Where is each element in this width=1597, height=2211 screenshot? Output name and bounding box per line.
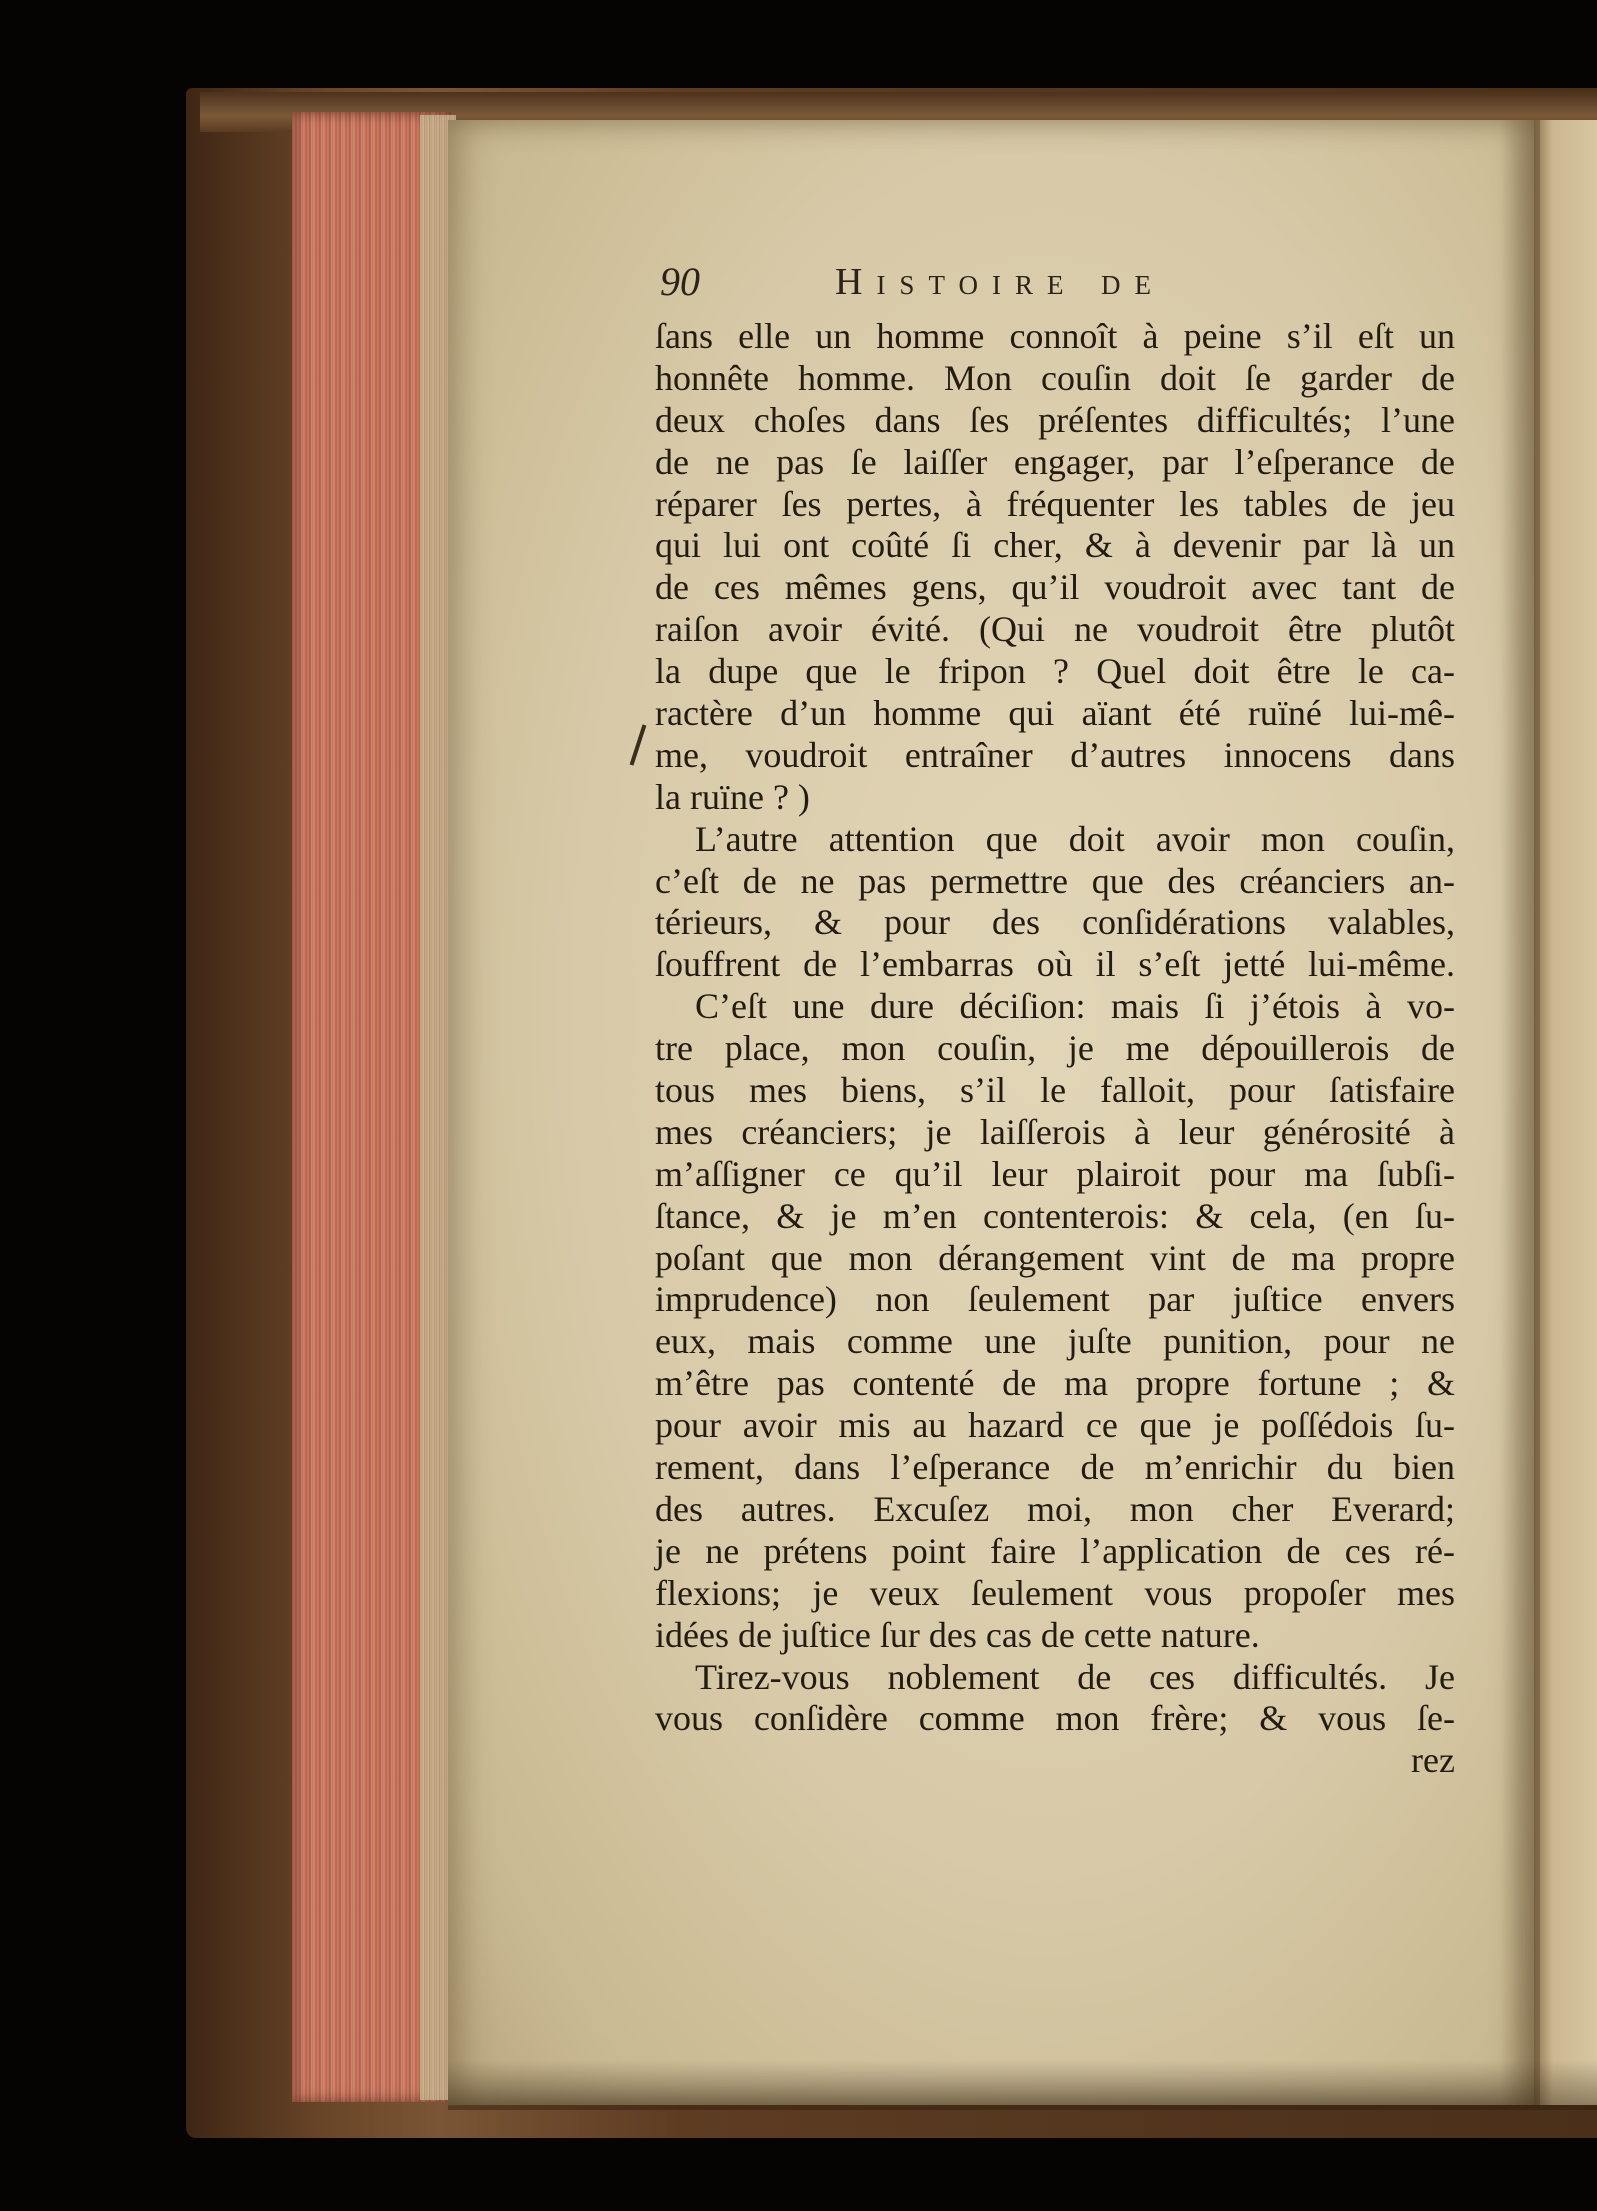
text-line: vous conſidère comme mon frère; & vous ſe- xyxy=(655,1698,1455,1739)
text-line: qui lui ont coûté ſi cher, & à devenir par là un xyxy=(655,525,1455,566)
text-line: idées de juſtice ſur des cas de cette nature. xyxy=(655,1614,1260,1655)
text-line: m’être pas contenté de ma propre fortune ; & xyxy=(655,1363,1455,1404)
text-line: térieurs, & pour des conſidérations valables, xyxy=(655,902,1455,943)
text-line: ractère d’un homme qui aïant été ruïné lui-mê- xyxy=(655,693,1455,734)
text-line: ſans elle un homme connoît à peine s’il eſt un xyxy=(655,316,1455,356)
text-line: ſouffrent de l’embarras où il s’eſt jetté lui-même. xyxy=(655,944,1455,985)
bottom-shadow xyxy=(448,2060,1597,2110)
text-line: ſtance, & je m’en contenterois: & cela, (en ſu- xyxy=(655,1195,1455,1236)
text-line: mes créanciers; je laiſſerois à leur générosité à xyxy=(655,1111,1455,1152)
text-line: honnête homme. Mon couſin doit ſe garder de xyxy=(655,357,1455,398)
text-line: deux choſes dans ſes préſentes difficultés; l’une xyxy=(655,399,1455,440)
text-line: la ruïne ? ) xyxy=(655,776,810,817)
text-line: de ne pas ſe laiſſer engager, par l’eſperance de xyxy=(655,441,1455,482)
text-line: m’aſſigner ce qu’il leur plairoit pour ma ſubſi- xyxy=(655,1153,1455,1194)
running-head xyxy=(660,258,1420,308)
text-line: pour avoir mis au hazard ce que je poſſédois ſu- xyxy=(655,1405,1455,1446)
text-line: imprudence) non ſeulement par juſtice envers xyxy=(655,1279,1455,1320)
text-line: c’eſt de ne pas permettre que des créanciers an- xyxy=(655,860,1455,901)
text-line: des autres. Excuſez moi, mon cher Everard; xyxy=(655,1488,1455,1529)
page-body-text xyxy=(655,316,1455,1782)
facing-page-edge xyxy=(1534,120,1597,2105)
text-line: la dupe que le fripon ? Quel doit être le ca- xyxy=(655,651,1455,692)
paragraph-start-line: C’eſt une dure déciſion: mais ſi j’étois à vo- xyxy=(695,986,1455,1027)
text-line: poſant que mon dérangement vint de ma propre xyxy=(655,1237,1455,1278)
text-line: me, voudroit entraîner d’autres innocens dans xyxy=(655,734,1455,775)
text-line: rement, dans l’eſperance de m’enrichir du bien xyxy=(655,1447,1455,1488)
text-line: je ne prétens point faire l’application de ces ré- xyxy=(655,1530,1455,1571)
text-line: tous mes biens, s’il le falloit, pour ſatisfaire xyxy=(655,1070,1455,1111)
text-line: raiſon avoir évité. (Qui ne voudroit être plutôt xyxy=(655,609,1455,650)
catchword: rez xyxy=(1411,1740,1455,1781)
text-line: eux, mais comme une juſte punition, pour ne xyxy=(655,1321,1455,1362)
text-line: tre place, mon couſin, je me dépouillerois de xyxy=(655,1028,1455,1069)
text-line: de ces mêmes gens, qu’il voudroit avec tant de xyxy=(655,567,1455,608)
page-number: 90 xyxy=(660,259,700,304)
text-line: réparer ſes pertes, à fréquenter les tables de jeu xyxy=(655,483,1455,524)
gutter-shadow xyxy=(1500,120,1540,2105)
paragraph-start-line: Tirez-vous noblement de ces difficultés. Je xyxy=(695,1656,1455,1697)
running-title: Histoire de xyxy=(835,261,1165,303)
paragraph-start-line: L’autre attention que doit avoir mon couſin, xyxy=(695,818,1455,859)
text-line: flexions; je veux ſeulement vous propoſer mes xyxy=(655,1572,1455,1613)
